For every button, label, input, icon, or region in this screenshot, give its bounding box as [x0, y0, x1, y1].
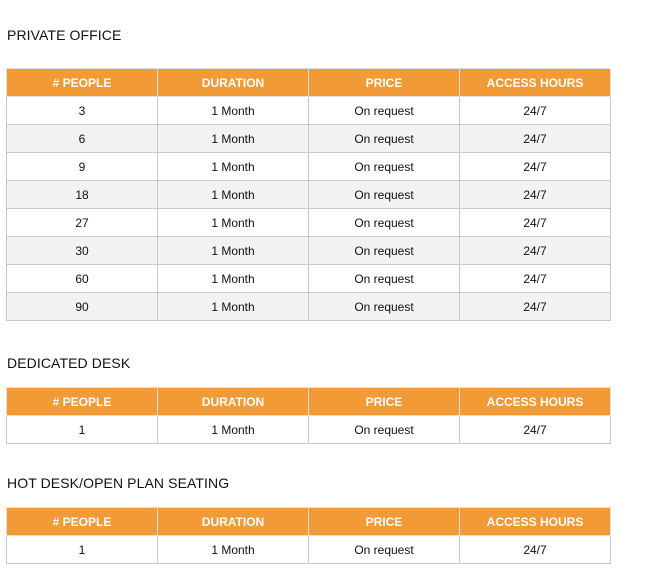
table-header-row — [7, 69, 611, 97]
cell-duration: 1 Month — [158, 97, 309, 125]
cell-price: On request — [309, 536, 460, 564]
cell-people: 1 — [7, 416, 158, 444]
table-row — [7, 97, 611, 125]
table-row — [7, 125, 611, 153]
section-title-hot-desk: HOT DESK/OPEN PLAN SEATING — [7, 475, 230, 491]
cell-access-hours: 24/7 — [460, 125, 611, 153]
cell-access-hours: 24/7 — [460, 209, 611, 237]
column-header-duration: DURATION — [158, 69, 309, 97]
cell-people: 3 — [7, 97, 158, 125]
section-title-dedicated-desk: DEDICATED DESK — [7, 355, 131, 371]
cell-duration: 1 Month — [158, 181, 309, 209]
column-header-duration: DURATION — [158, 388, 309, 416]
cell-access-hours: 24/7 — [460, 97, 611, 125]
column-header-access-hours: ACCESS HOURS — [460, 508, 611, 536]
table-row — [7, 416, 611, 444]
table-row — [7, 293, 611, 321]
cell-people: 60 — [7, 265, 158, 293]
cell-access-hours: 24/7 — [460, 265, 611, 293]
column-header-access-hours: ACCESS HOURS — [460, 69, 611, 97]
cell-duration: 1 Month — [158, 416, 309, 444]
cell-price: On request — [309, 237, 460, 265]
dedicated-desk-table — [6, 387, 611, 444]
cell-people: 27 — [7, 209, 158, 237]
table-header-row — [7, 388, 611, 416]
cell-duration: 1 Month — [158, 237, 309, 265]
table-row — [7, 209, 611, 237]
cell-duration: 1 Month — [158, 265, 309, 293]
cell-access-hours: 24/7 — [460, 536, 611, 564]
cell-people: 90 — [7, 293, 158, 321]
cell-duration: 1 Month — [158, 153, 309, 181]
cell-people: 6 — [7, 125, 158, 153]
cell-duration: 1 Month — [158, 125, 309, 153]
cell-people: 18 — [7, 181, 158, 209]
cell-duration: 1 Month — [158, 536, 309, 564]
cell-access-hours: 24/7 — [460, 416, 611, 444]
table-row — [7, 181, 611, 209]
table-row — [7, 237, 611, 265]
cell-price: On request — [309, 265, 460, 293]
cell-access-hours: 24/7 — [460, 237, 611, 265]
column-header-people: # PEOPLE — [7, 388, 158, 416]
cell-access-hours: 24/7 — [460, 293, 611, 321]
cell-people: 9 — [7, 153, 158, 181]
column-header-price: PRICE — [309, 508, 460, 536]
cell-price: On request — [309, 416, 460, 444]
cell-price: On request — [309, 181, 460, 209]
cell-duration: 1 Month — [158, 293, 309, 321]
table-header-row — [7, 508, 611, 536]
table-row — [7, 153, 611, 181]
table-row — [7, 536, 611, 564]
cell-people: 1 — [7, 536, 158, 564]
column-header-duration: DURATION — [158, 508, 309, 536]
cell-people: 30 — [7, 237, 158, 265]
cell-access-hours: 24/7 — [460, 153, 611, 181]
cell-price: On request — [309, 293, 460, 321]
section-title-private-office: PRIVATE OFFICE — [7, 27, 122, 43]
column-header-people: # PEOPLE — [7, 508, 158, 536]
private-office-table — [6, 68, 611, 321]
cell-price: On request — [309, 97, 460, 125]
table-row — [7, 265, 611, 293]
cell-price: On request — [309, 153, 460, 181]
column-header-price: PRICE — [309, 388, 460, 416]
column-header-price: PRICE — [309, 69, 460, 97]
cell-price: On request — [309, 209, 460, 237]
cell-access-hours: 24/7 — [460, 181, 611, 209]
column-header-access-hours: ACCESS HOURS — [460, 388, 611, 416]
cell-duration: 1 Month — [158, 209, 309, 237]
column-header-people: # PEOPLE — [7, 69, 158, 97]
hot-desk-table — [6, 507, 611, 564]
cell-price: On request — [309, 125, 460, 153]
